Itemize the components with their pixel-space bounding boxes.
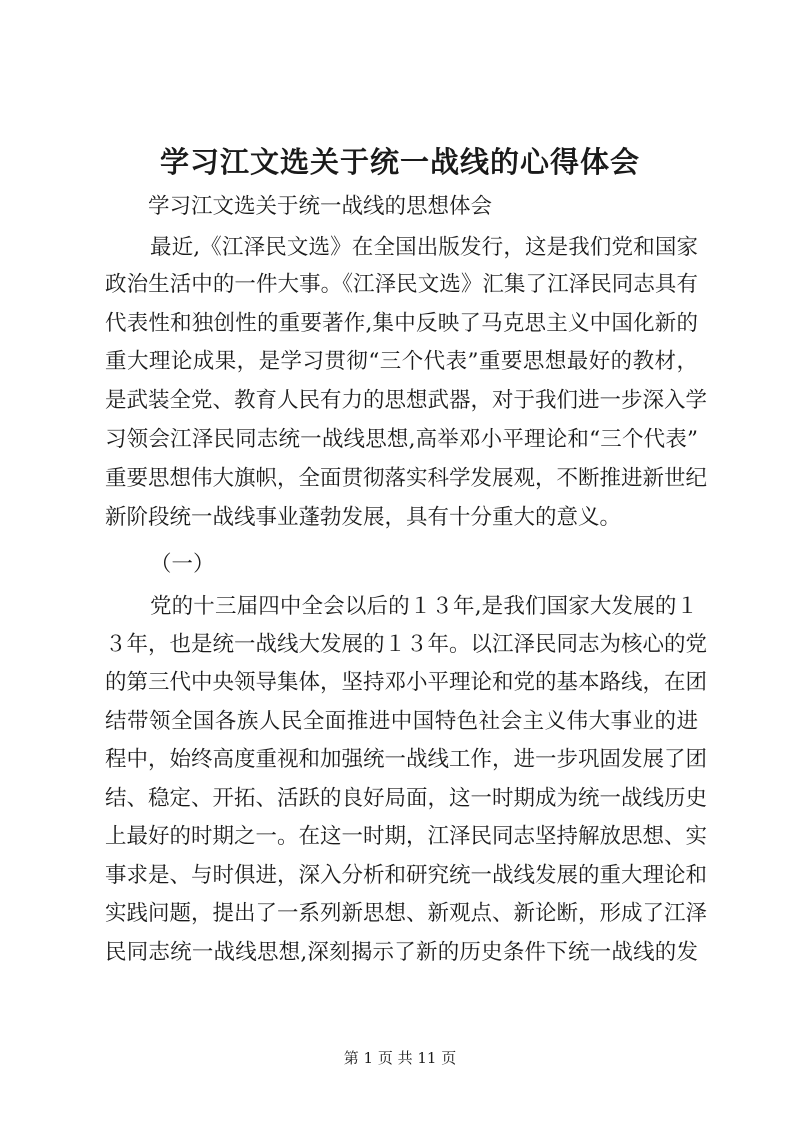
paragraph-1-line: 重要思想伟大旗帜，全面贯彻落实科学发展观，不断推进新世纪 <box>105 466 708 491</box>
paragraph-2-line: 党的十三届四中全会以后的１３年,是我们国家大发展的１ <box>150 594 698 619</box>
page-number-footer: 第 1 页 共 11 页 <box>343 1049 457 1067</box>
paragraph-2-line: 实践问题，提出了一系列新思想、新观点、新论断，形成了江泽 <box>105 901 708 926</box>
paragraph-2-line: 民同志统一战线思想,深刻揭示了新的历史条件下统一战线的发 <box>105 940 698 965</box>
paragraph-1-line: 习领会江泽民同志统一战线思想,高举邓小平理论和“三个代表” <box>105 427 698 452</box>
paragraph-2-line: 上最好的时期之一。在这一时期，江泽民同志坚持解放思想、实 <box>105 824 708 849</box>
paragraph-2-line: 事求是、与时俱进，深入分析和研究统一战线发展的重大理论和 <box>105 863 708 888</box>
paragraph-1-line: 是武装全党、教育人民有力的思想武器，对于我们进一步深入学 <box>105 388 708 413</box>
paragraph-1-line: 最近,《江泽民文选》在全国出版发行，这是我们党和国家 <box>150 235 698 260</box>
paragraph-1-line: 新阶段统一战线事业蓬勃发展，具有十分重大的意义。 <box>105 505 622 530</box>
paragraph-1-line: 代表性和独创性的重要著作,集中反映了马克思主义中国化新的 <box>105 311 698 336</box>
paragraph-2-line: 的第三代中央领导集体，坚持邓小平理论和党的基本路线，在团 <box>105 670 708 695</box>
document-subtitle: 学习江文选关于统一战线的思想体会 <box>148 194 493 219</box>
section-marker: （一） <box>150 552 215 577</box>
paragraph-1-line: 重大理论成果，是学习贯彻“三个代表”重要思想最好的教材， <box>105 349 698 374</box>
paragraph-2-line: 程中，始终高度重视和加强统一战线工作，进一步巩固发展了团 <box>105 747 708 772</box>
paragraph-2-line: ３年，也是统一战线大发展的１３年。以江泽民同志为核心的党 <box>105 632 708 657</box>
document-title: 学习江文选关于统一战线的心得体会 <box>159 145 640 179</box>
paragraph-1-line: 政治生活中的一件大事。《江泽民文选》汇集了江泽民同志具有 <box>105 272 698 297</box>
paragraph-2-line: 结、稳定、开拓、活跃的良好局面，这一时期成为统一战线历史 <box>105 786 708 811</box>
paragraph-2-line: 结带领全国各族人民全面推进中国特色社会主义伟大事业的进 <box>105 709 698 734</box>
